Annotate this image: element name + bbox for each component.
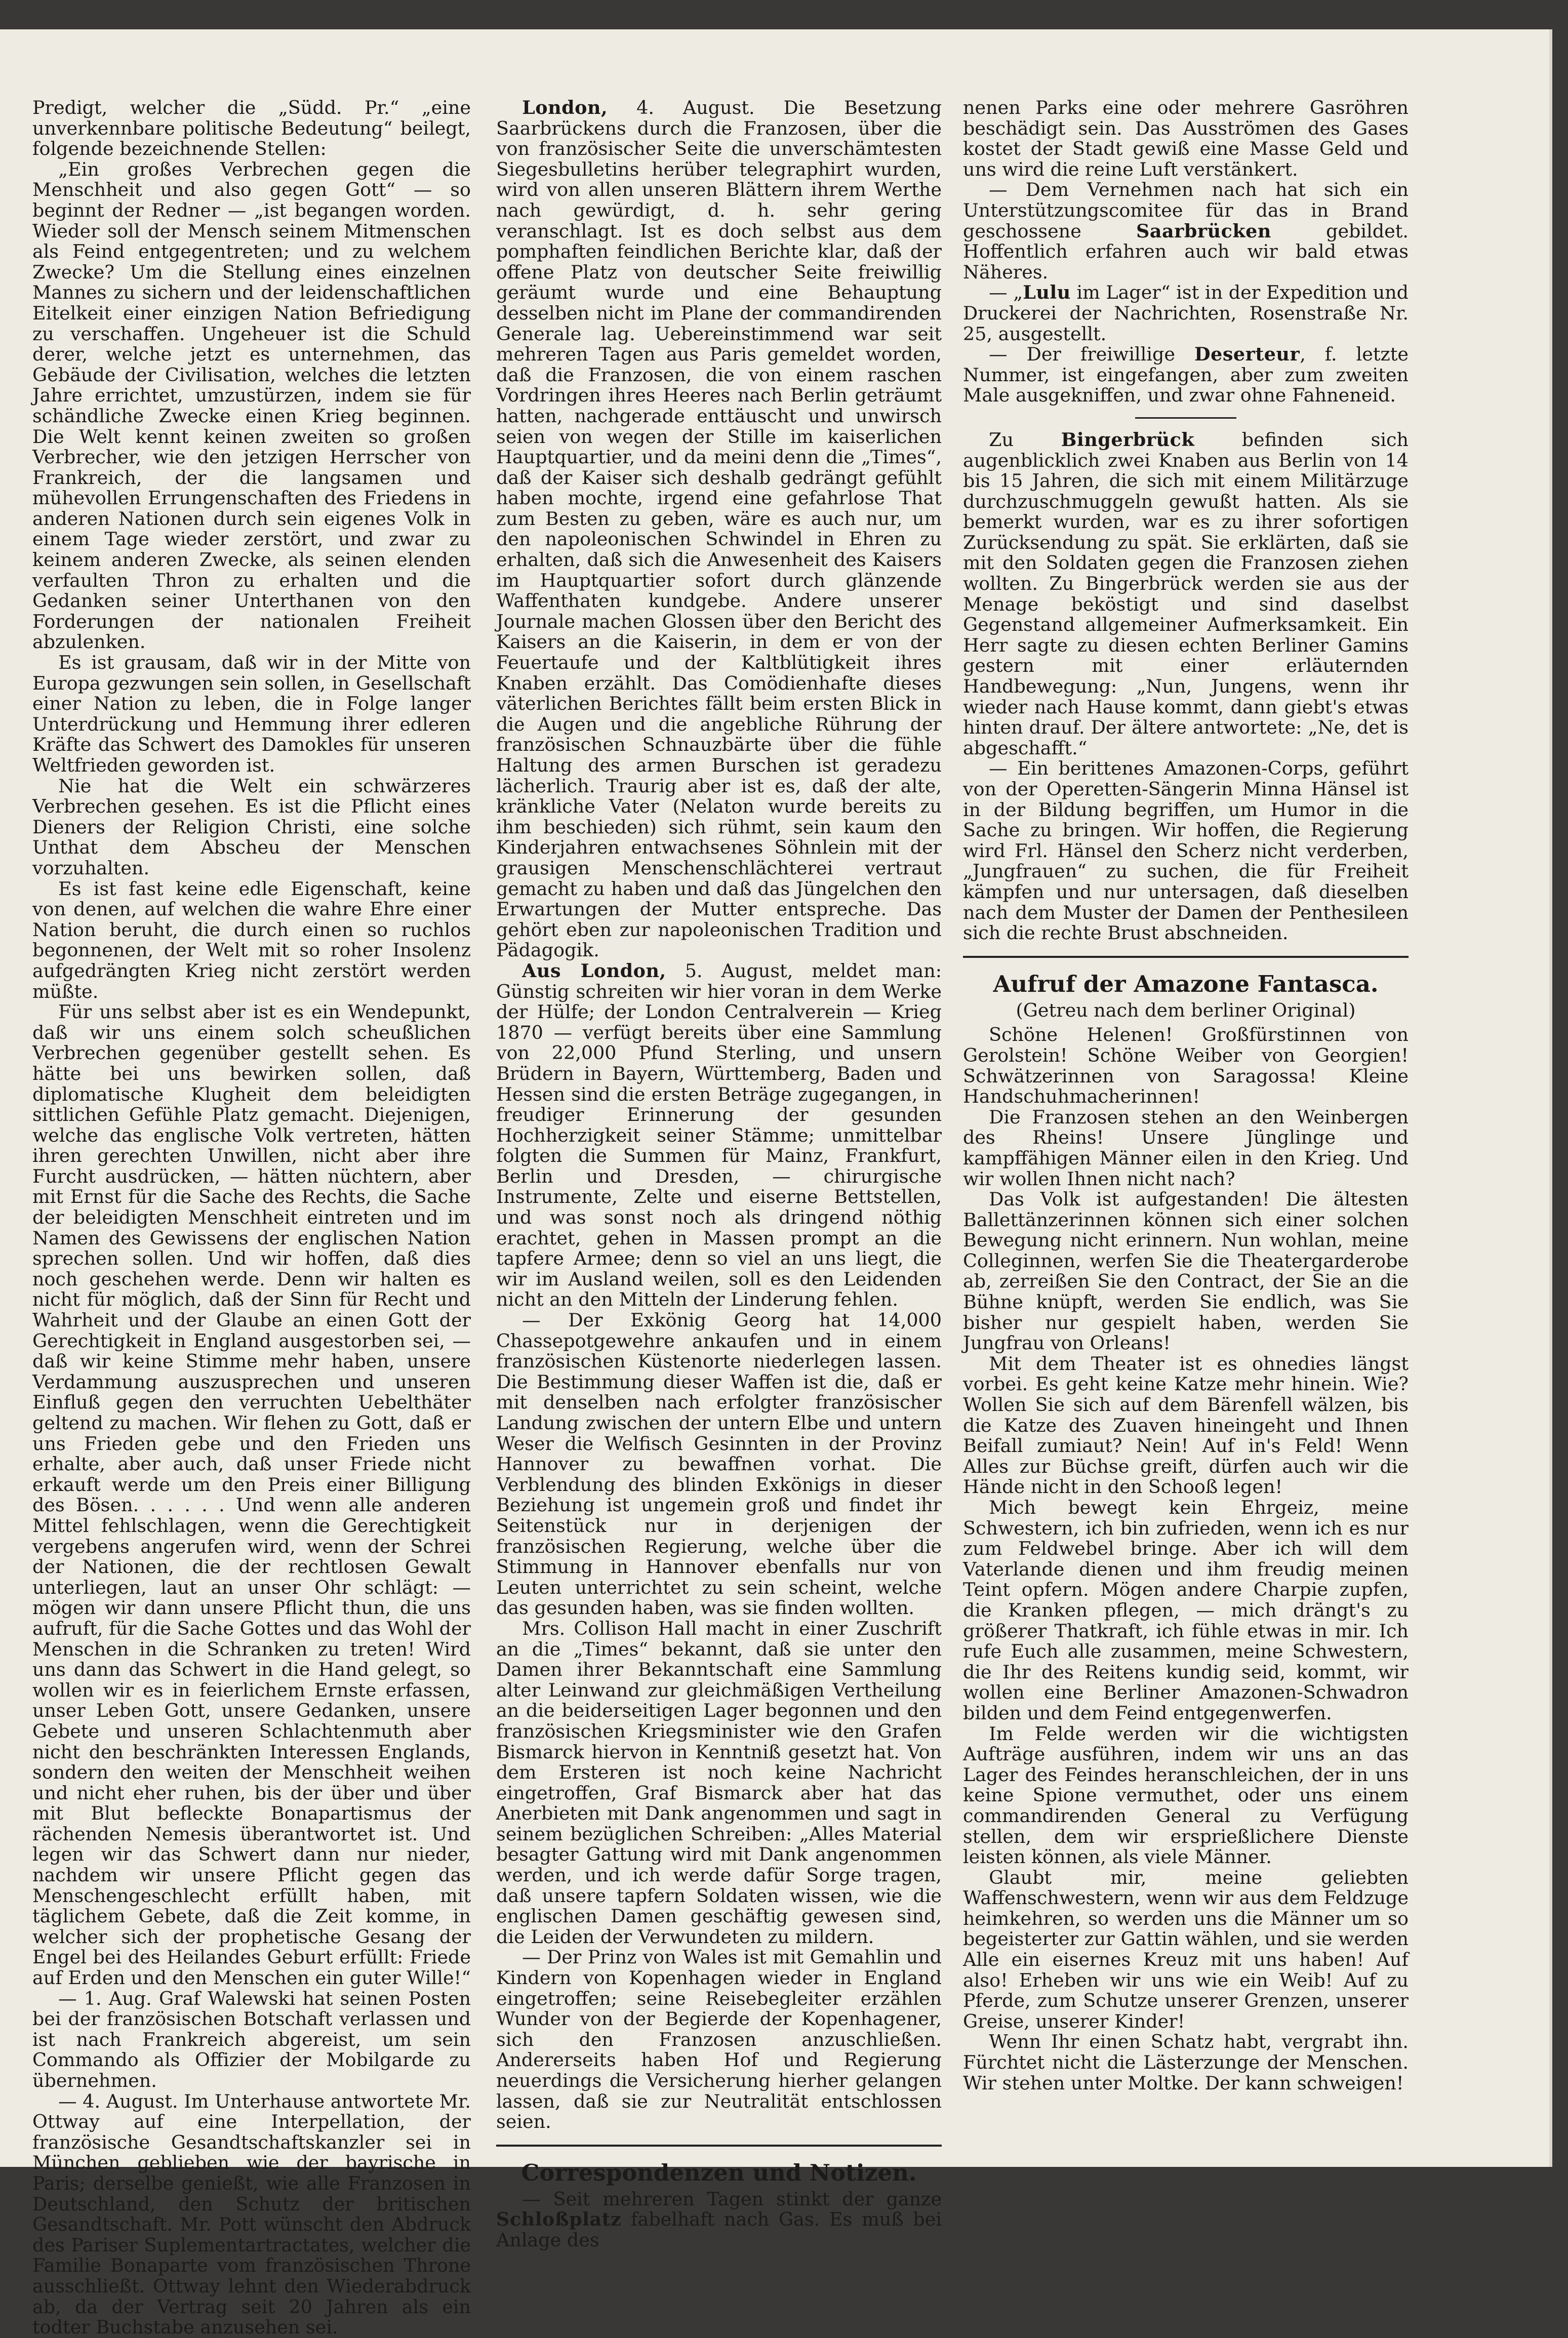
paragraph: Das Volk ist aufgestanden! Die ältesten Ballettänzerinnen können sich einer solchen Bewegung nicht erinnern. Nun wohlan, meine Colleginnen, werfen Sie die Theatergarderobe ab, zerreißen Sie den Contract, der Sie an die Bühne knüpft, werden Sie endlich, was Sie bisher nur gespielt haben, werden Sie Jungfrau von Orleans! xyxy=(963,1188,1409,1354)
paragraph: nenen Parks eine oder mehrere Gasröhren beschädigt sein. Das Ausströmen des Gases kostet der Stadt gewiß eine Masse Geld und uns wird die reine Luft verstänkert. xyxy=(963,97,1409,180)
column-2 xyxy=(496,98,942,2251)
section-divider xyxy=(963,956,1409,958)
paragraph: Glaubt mir, meine geliebten Waffenschwestern, wenn wir aus dem Feldzuge heimkehren, so werden uns die Männer um so begeisterter zur Gattin wählen, und sie werden Alle ein eisernes Kreuz mit uns haben! Auf also! Erheben wir uns wie ein Weib! Auf zu Pferde, zum Schutze unserer Grenzen, unserer Greise, unserer Kinder! xyxy=(963,1866,1409,2032)
paragraph: Es ist grausam, daß wir in der Mitte von Europa gezwungen sein sollen, in Gesellschaft einer Nation zu leben, die in Folge langer Unterdrückung und Hemmung ihrer edleren Kräfte das Schwert des Damokles für unseren Weltfrieden geworden ist. xyxy=(32,652,471,776)
article-london-4-august xyxy=(496,98,942,961)
paragraph: Mit dem Theater ist es ohnedies längst vorbei. Es geht keine Katze mehr hinein. Wie? Wollen Sie sich auf dem Bärenfell wälzen, bis die Katze des Zuaven hineingeht und Ihnen Beifall zumiaut? Nein! Auf in's Feld! Wenn Alles zur Büchse greift, dürfen auch wir die Hände nicht in den Schooß legen! xyxy=(963,1352,1409,1498)
section-heading: Correspondenzen und Notizen. xyxy=(521,2159,917,2186)
paragraph: Predigt, welcher die „Südd. Pr.“ „eine unverkennbare politische Bedeutung“ beilegt, folgende bezeichnende Stellen: xyxy=(32,97,471,160)
paragraph: — Ein berittenes Amazonen-Corps, geführt von der Operetten-Sängerin Minna Hänsel ist in der Bildung begriffen, um Humor in die Sache zu bringen. Wir hoffen, die Regierung wird Frl. Hänsel den Scherz nicht verderben, „Jungfrauen“ zu suchen, die für Freiheit kämpfen und nur untersagen, daß dieselben nach dem Muster der Damen der Penthesileen sich die rechte Brust abschneiden. xyxy=(963,757,1409,944)
paragraph: Zu Bingerbrück befinden sich augenblicklich zwei Knaben aus Berlin von 14 bis 15 Jahren, die sich mit einem Militärzuge durchzuschmuggeln gewußt hatten. Als sie bemerkt wurden, war es zu ihrer sofortigen Zurücksendung zu spät. Sie erklärten, daß sie mit den Soldaten gegen die Franzosen ziehen wollten. Zu Bingerbrück werden sie aus der Menage beköstigt und sind daselbst Gegenstand allgemeiner Aufmerksamkeit. Ein Herr sagte zu diesen echten Berliner Gamins gestern mit einer erläuternden Handbewegung: „Nun, Jungens, wenn ihr wieder nach Hause kommt, dann giebt's etwas hinten drauf. Der ältere antwortete: „Ne, det is abgeschafft.“ xyxy=(963,428,1409,759)
paragraph: — Der freiwillige Deserteur, f. letzte Nummer, ist eingefangen, aber zum zweiten Male ausgekniffen, und zwar ohne Fahneneid. xyxy=(963,343,1409,407)
paragraph: Die Franzosen stehen an den Weinbergen des Rheins! Unsere Jünglinge und kampffähigen Männer eilen in den Krieg. Und wir wollen Ihnen nicht nach? xyxy=(963,1106,1409,1190)
newspaper-page xyxy=(0,29,1549,2338)
paragraph: — Der Prinz von Wales ist mit Gemahlin und Kindern von Kopenhagen wieder in England eingetroffen; seine Reisebegleiter erzählen Wunder von der Begierde der Kopenhagener, sich den Franzosen anzuschließen. Andererseits haben Hof und Regierung neuerdings die Versicherung hierher gelangen lassen, daß sie zur Neutralität entschlossen seien. xyxy=(496,1946,942,2133)
dateline: London, xyxy=(522,97,608,118)
paragraph: Für uns selbst aber ist es ein Wendepunkt, daß wir uns einem solch scheußlichen Verbrechen gegenüber gestellt sehen. Es hätte bei uns bewirken sollen, daß diplomatische Klugheit dem beleidigten sittlichen Gefühle Platz gemacht. Diejenigen, welche das englische Volk vertreten, hätten ihren gerechten Unwillen, nicht aber ihre Furcht ausdrücken, — hätten nüchtern, aber mit Ernst für die Sache des Rechts, die Sache der beleidigten Menschheit eintreten und im Namen des Gewissens der englischen Nation sprechen sollen. Und wir hoffen, daß dies noch geschehen werde. Denn wir halten es nicht für möglich, daß der Sinn für Recht und Wahrheit und der Glaube an einen Gott der Gerechtigkeit in England ausgestorben sei, — daß wir keine Stimme mehr haben, unsere Verdammung auszusprechen und unseren Einfluß gegen den verruchten Uebelthäter geltend zu machen. Wir flehen zu Gott, daß er uns Frieden gebe und den Frieden uns erhalte, aber auch, daß unser Friede nicht erkauft werde um den Preis einer Billigung des Bösen. . . . . . Und wenn alle anderen Mittel fehlschlagen, wenn die Gerechtigkeit vergebens angerufen wird, wenn der Schrei der Nationen, die der rechtlosen Gewalt unterliegen, laut an unser Ohr schlägt: — mögen wir dann unsere Pflicht thun, die uns aufruft, für die Sache Gottes und das Wohl der Menschen in die Schranken zu treten! Wird uns dann das Schwert in die Hand gelegt, so wollen wir es in feierlichem Ernste erfassen, unser Leben Gott, unsere Gedanken, unsere Gebete und unseren Schlachtenmuth aber nicht den beschränkten Interessen Englands, sondern den weiten der Menschheit weihen und nicht eher ruhen, bis der über und über mit Blut befleckte Bonapartismus der rächenden Nemesis überantwortet ist. Und legen wir das Schwert dann nur nieder, nachdem wir unsere Pflicht gegen das Menschengeschlecht erfüllt haben, mit täglichem Gebete, daß die Zeit komme, in welcher sich der prophetische Gesang der Engel bei des Heilandes Geburt erfüllt: Friede auf Erden und den Menschen ein guter Wille!“ xyxy=(32,1001,471,1989)
paragraph: Mich bewegt kein Ehrgeiz, meine Schwestern, ich bin zufrieden, wenn ich es nur zum Feldwebel bringe. Aber ich will dem Vaterlande dienen und ihm freudig meinen Teint opfern. Mögen andere Charpie zupfen, die Kranken pflegen, — mich drängt's zu größerer Thatkraft, ich fühle etwas in mir. Ich rufe Euch alle zusammen, meine Schwestern, die Ihr des Reitens kundig seid, kommt, wir wollen eine Berliner Amazonen-Schwadron bilden und dem Feind entgegenwerfen. xyxy=(963,1497,1409,1724)
article-london-5-august xyxy=(496,961,942,1310)
paragraph: Es ist fast keine edle Eigenschaft, keine von denen, auf welchen die wahre Ehre einer Nation beruht, die durch einen so ruchlos begonnenen, der Welt mit so roher Insolenz aufgedrängten Krieg nicht zerstört werden müßte. xyxy=(32,877,471,1002)
paragraph: Im Felde werden wir die wichtigsten Aufträge ausführen, indem wir uns an das Lager des Feindes heranschleichen, der in uns keine Spione vermuthet, oder uns einem commandirenden General zu Verfügung stellen, dem wir ersprießlichere Dienste leisten können, als viele Männer. xyxy=(963,1722,1409,1868)
article-text: 5. August, meldet man: Günstig schreiten wir hier voran in dem Werke der Hülfe; der London Centralverein — Krieg 1870 — verfügt bereits über eine Sammlung von 22,000 Pfund Sterling, und unsern Brüdern in Bayern, Württemberg, Baden und Hessen sind die ersten Beträge zugegangen, in freudiger Erinnerung der gesunden Hochherzigkeit seiner Stämme; unmittelbar folgten die Summen für Mainz, Frankfurt, Berlin und Dresden, — chirurgische Instrumente, Zelte und eiserne Bettstellen, und was sonst noch als dringend nöthig erachtet, gehen in Massen prompt an die tapfere Armee; denn so viel an uns liegt, die wir im Ausland weilen, soll es den Leidenden nicht an den Mitteln der Linderung fehlen. xyxy=(496,959,942,1311)
aufruf-subtitle: (Getreu nach dem berliner Original) xyxy=(1016,999,1356,1021)
article-text: 4. August. Die Besetzung Saarbrückens durch die Franzosen, über die von französischer Seite die unverschämtesten Siegesbulletins herüber telegraphirt wurden, wird von allen unseren Blättern ihrem Werthe nach gewürdigt, d. h. sehr gering veranschlagt. Ist es doch selbst aus dem pomphaften feindlichen Berichte klar, daß der offene Platz von deutscher Seite freiwillig geräumt wurde und eine Behauptung desselben nicht im Plane der commandirenden Generale lag. Uebereinstimmend war seit mehreren Tagen aus Paris gemeldet worden, daß die Franzosen, die von einem raschen Vordringen ihres Heeres nach Berlin geträumt hatten, nachgerade enttäuscht und unwirsch seien von wegen der Stille im kaiserlichen Hauptquartier, und da meini denn die „Times“, daß der Kaiser sich deshalb gedrängt gefühlt haben mochte, irgend eine gefahrlose That zum Besten zu geben, wäre es auch nur, um den napoleonischen Schwindel in Ehren zu erhalten, daß sich die Anwesenheit des Kaisers im Hauptquartier sofort durch glänzende Waffenthaten kundgebe. Andere unserer Journale machen Glossen über den Bericht des Kaisers an die Kaiserin, in dem er von der Feuertaufe und der Kaltblütigkeit ihres Knaben erzählt. Das Comödienhafte dieses väterlichen Berichtes fällt beim ersten Blick in die Augen und die angebliche Rührung der französischen Schnauzbärte über die fühle Haltung des armen Burschen ist geradezu lächerlich. Traurig aber ist es, daß der alte, kränkliche Vater (Nelaton wurde bereits zu ihm beschieden) sich rühmt, sein kaum den Kinderjahren entwachsenes Söhnlein mit der grausigen Menschenschlächterei vertraut gemacht zu haben und daß das Jüngelchen den Erwartungen der Mutter entspreche. Das gehört eben zur napoleonischen Tradition und Pädagogik. xyxy=(496,97,942,961)
bold-term: Lulu xyxy=(1023,281,1071,304)
short-divider xyxy=(1135,417,1236,419)
paragraph: „Ein großes Verbrechen gegen die Menschheit und also gegen Gott“ — so beginnt der Redner — „ist begangen worden. Wieder soll der Mensch seinem Mitmenschen als Feind entgegentreten; und zu welchem Zwecke? Um die Stellung eines einzelnen Mannes zu sichern und der leidenschaftlichen Eitelkeit einer einzigen Nation Befriedigung zu verschaffen. Ungeheuer ist die Schuld derer, welche jetzt es unternehmen, das Gebäude der Civilisation, welches die letzten Jahre errichtet, umzustürzen, indem sie für schändliche Zwecke einen Krieg beginnen. Die Welt kennt keinen zweiten so großen Verbrecher, wie den jetzigen Herrscher von Frankreich, der die langsamen und mühevollen Errungenschaften des Friedens in anderen Nationen durch sein eigenes Volk in einem Tage wieder zerstört, und zwar zu keinem anderen Zwecke, als seinen elenden verfaulten Thron zu erhalten und die Gedanken seiner Unterthanen von den Forderungen der nationalen Freiheit abzulenken. xyxy=(32,158,471,653)
column-3 xyxy=(963,98,1409,2093)
paragraph: — Der Exkönig Georg hat 14,000 Chassepotgewehre ankaufen und in einem französischen Küstenorte niederlegen lassen. Die Bestimmung dieser Waffen ist die, daß er mit denselben nach erfolgter französischer Landung zwischen der untern Elbe und untern Weser die Welfisch Gesinnten in der Provinz Hannover zu bewaffnen vorhat. Die Verblendung des blinden Exkönigs in dieser Beziehung ist ungemein groß und findet ihr Seitenstück nur in derjenigen der französischen Regierung, welche über die Stimmung in Hannover ebenfalls nur von Leuten unterrichtet zu sein scheint, welche das gesunden haben, was sie finden wollten. xyxy=(496,1309,942,1619)
dateline: Aus London, xyxy=(522,959,666,982)
column-1 xyxy=(32,98,471,2338)
bold-term: Saarbrücken xyxy=(1136,220,1271,242)
paragraph: — Seit mehreren Tagen stinkt der ganze Schloßplatz fabelhaft nach Gas. Es muß bei Anlage des xyxy=(496,2188,942,2251)
paragraph: — 4. August. Im Unterhause antwortete Mr. Ottway auf eine Interpellation, der französische Gesandtschaftskanzler sei in München geblieben wie der bayrische in Paris; derselbe genießt, wie alle Franzosen in Deutschland, den Schutz der britischen Gesandtschaft. Mr. Pott wünscht den Abdruck des Pariser Suplementartractates, welcher die Familie Bonaparte vom französischen Throne ausschließt. Ottway lehnt den Wiederabdruck ab, da der Vertrag seit 20 Jahren als ein todter Buchstabe anzusehen sei. xyxy=(32,2090,471,2338)
bold-term: Deserteur xyxy=(1194,343,1300,366)
paragraph: Mrs. Collison Hall macht in einer Zuschrift an die „Times“ bekannt, daß sie unter den Damen ihrer Bekanntschaft eine Sammlung alter Leinwand zur gleichmäßigen Vertheilung an die beiderseitigen Lager begonnen und den französischen Kriegsminister wie den Grafen Bismarck hiervon in Kenntniß gesetzt hat. Von dem Ersteren ist noch keine Nachricht eingetroffen, Graf Bismarck aber hat das Anerbieten mit Dank angenommen und sagt in seinem bezüglichen Schreiben: „Alles Material besagter Gattung wird mit Dank angenommen werden, und ich werde dafür Sorge tragen, daß unsere tapfern Soldaten wissen, wie die englischen Damen geschäftig gewesen sind, die Leiden der Verwundeten zu mildern. xyxy=(496,1617,942,1948)
section-divider xyxy=(496,2145,942,2147)
bold-term: Bingerbrück xyxy=(1061,428,1195,451)
aufruf-title: Aufruf der Amazone Fantasca. xyxy=(993,970,1379,997)
paragraph: — 1. Aug. Graf Walewski hat seinen Posten bei der französischen Botschaft verlassen und ist nach Frankreich abgereist, um sein Commando als Offizier der Mobilgarde zu übernehmen. xyxy=(32,1987,471,2091)
paragraph: Schöne Helenen! Großfürstinnen von Gerolstein! Schöne Weiber von Georgien! Schwätzerinnen von Saragossa! Kleine Handschuhmacherinnen! xyxy=(963,1024,1409,1108)
paragraph: Nie hat die Welt ein schwärzeres Verbrechen gesehen. Es ist die Pflicht eines Dieners der Religion Christi, eine solche Unthat dem Abscheu der Menschen vorzuhalten. xyxy=(32,775,471,879)
bold-term: Schloßplatz xyxy=(496,2208,622,2231)
paragraph: Wenn Ihr einen Schatz habt, vergrabt ihn. Fürchtet nicht die Lästerzunge der Menschen. Wir stehen unter Moltke. Der kann schweigen! xyxy=(963,2031,1409,2094)
paragraph: — „Lulu im Lager“ ist in der Expedition und Druckerei der Nachrichten, Rosenstraße Nr. 25, ausgestellt. xyxy=(963,281,1409,345)
paragraph: — Dem Vernehmen nach hat sich ein Unterstützungscomitee für das in Brand geschossene Saarbrücken gebildet. Hoffentlich erfahren auch wir bald etwas Näheres. xyxy=(963,179,1409,283)
